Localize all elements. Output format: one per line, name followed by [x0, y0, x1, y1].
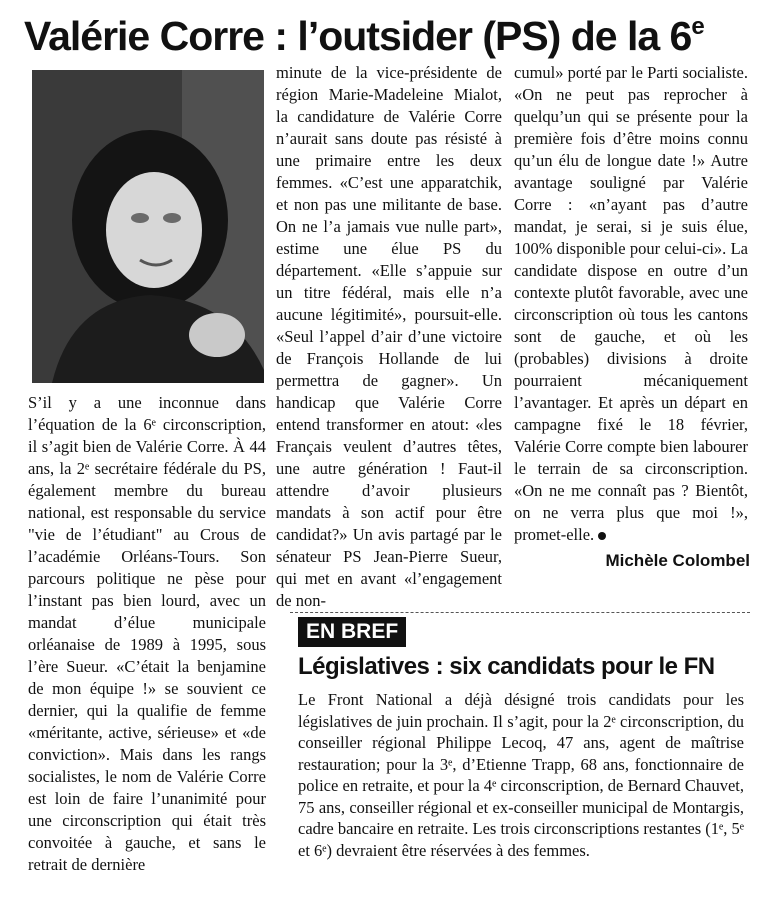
article-column-2 — [276, 62, 502, 612]
article-text: S’il y a une inconnue dans l’équation de la 6ᵉ circonscription, il s’agit bien de Valérie Corre. À 44 ans, la 2ᵉ secrétaire fédérale du PS, également membre du bureau national, est responsable du service "vie de l’étudiant" au Crous de l’académie Orléans-Tours. Son parcours politique ne pèse pour l’instant pas bien lourd, avec un mandat d’élue municipale orléanaise de 1989 à 1995, sous l’ère Sueur. «C’était la benjamine de mon équipe !» se souvient ce dernier, qui la qualifie de femme «méritante, active, sérieuse» et «de conviction». Mais dans les rangs socialistes, le nom de Valérie Corre est loin de faire l’unanimité pour une circonscription qui était très convoitée à gauche, et sans le retrait de dernière — [28, 393, 266, 874]
brief-title: Législatives : six candidats pour le FN — [298, 653, 715, 680]
article-text: minute de la vice-présidente de région Marie-Madeleine Mialot, la candidature de Valérie Corre n’aurait sans doute pas résisté à une primaire entre les deux femmes. «C’est une apparatchik, et non pas une militante de base. On ne l’a jamais vue nulle part», estime une élue PS du département. «Elle s’appuie sur un titre fédéral, mais elle n’a aucune légitimité», poursuit-elle. «Seul l’appel d’air d’une victoire de François Hollande de lui permettra de gagner». Un handicap que Valérie Corre entend transformer en atout: «les Français veulent d’autres têtes, une autre génération ! Faut-il attendre d’avoir plusieurs mandats à son actif pour être candidat?» Un avis partagé par le sénateur PS Jean-Pierre Sueur, qui met en avant «l’engagement de non- — [276, 63, 502, 610]
headline-text: Valérie Corre : l’outsider (PS) de la 6 — [24, 13, 692, 59]
end-bullet-icon — [598, 532, 606, 540]
portrait-photo — [32, 70, 264, 383]
brief-text: Le Front National a déjà désigné trois candidats pour les législatives de juin prochain. Il s’agit, pour la 2ᵉ circonscription, du conseiller régional Philippe Lecoq, 47 ans, agent de maîtrise restauration; pour la 3ᵉ, d’Etienne Trapp, 68 ans, fonctionnaire de police en retraite, et pour la 4ᵉ circonscription, de Bernard Chauvet, 75 ans, conseiller régional et ex-conseiller municipal de Montargis, cadre bancaire en retraite. Les trois circonscriptions restantes (1ᵉ, 5ᵉ et 6ᵉ) devraient être réservées à des femmes. — [298, 690, 744, 860]
article-headline — [24, 2, 764, 61]
article-column-3 — [514, 62, 748, 546]
article-text-end — [514, 62, 748, 546]
section-divider — [290, 612, 750, 613]
article-column-1 — [28, 392, 266, 876]
headline-superscript: e — [691, 13, 704, 40]
portrait-illustration — [32, 70, 264, 383]
brief-body — [298, 689, 744, 861]
brief-badge: EN BREF — [298, 617, 406, 647]
author-signature: Michèle Colombel — [605, 551, 750, 570]
article-text: cumul» porté par le Parti socialiste. «On ne peut pas reprocher à quelqu’un qui se présente pour la première fois d’être moins connu qu’un élu de longue date !» Autre avantage souligné par Valérie Corre : «n’ayant pas d’autre mandat, je serai, si je suis élue, 100% disponible pour celui-ci». La candidate dispose en outre d’un contexte plutôt favorable, avec une circonscription où tous les cantons sont de gauche, et où les (probables) divisions à droite pourraient mécaniquement l’avantager. Et après un départ en campagne fixé le 18 février, Valérie Corre compte bien labourer le terrain de sa circonscription. «On ne me connaît pas ? Bientôt, on ne verra plus que moi !», promet-elle. — [514, 63, 748, 544]
